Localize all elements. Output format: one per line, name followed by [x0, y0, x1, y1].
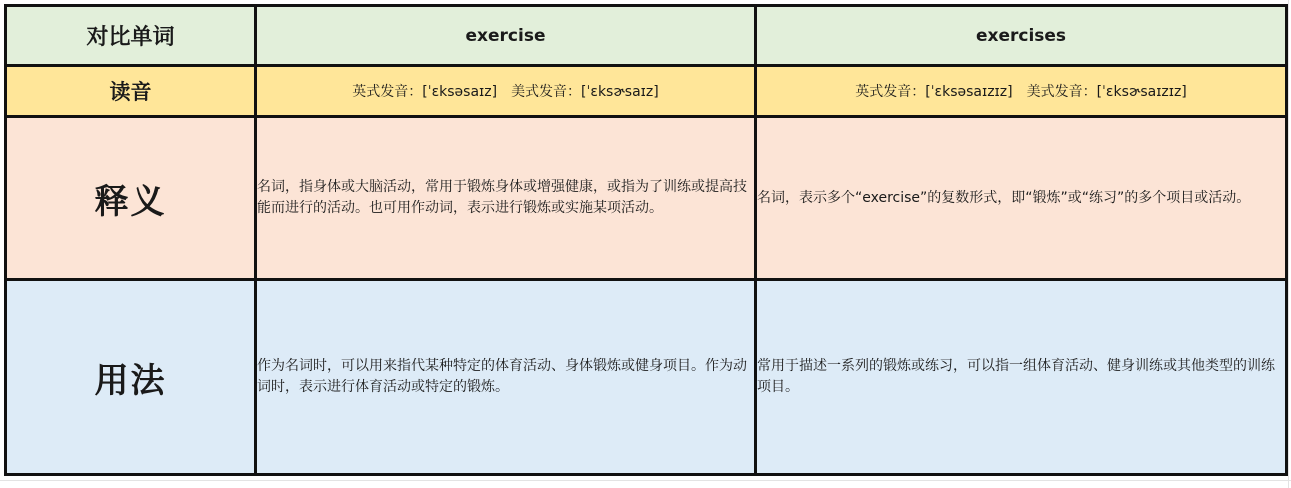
definition-label: 释义 [94, 181, 167, 222]
pronunciation-b-uk: 英式发音：[ˈɛksəsaɪzɪz] [855, 84, 1013, 100]
definition-b-text: 名词，表示多个“exercise”的复数形式，即“锻炼”或“练习”的多个项目或活动。 [757, 189, 1251, 206]
comparison-table [4, 4, 1288, 476]
usage-label-cell[interactable] [6, 280, 256, 475]
definition-b-cell[interactable] [756, 117, 1287, 280]
definition-a-cell[interactable] [256, 117, 756, 280]
pronunciation-a-cell[interactable] [256, 66, 756, 117]
header-row [6, 6, 1287, 66]
definition-label-cell[interactable] [6, 117, 256, 280]
gridline [1288, 0, 1289, 488]
pronunciation-label-cell[interactable] [6, 66, 256, 117]
usage-a-cell[interactable] [256, 280, 756, 475]
usage-label: 用法 [94, 360, 167, 401]
usage-b-cell[interactable] [756, 280, 1287, 475]
word-b-cell[interactable] [756, 6, 1287, 66]
header-label-cell[interactable] [6, 6, 256, 66]
header-label: 对比单词 [86, 25, 175, 50]
pronunciation-row [6, 66, 1287, 117]
pronunciation-label: 读音 [109, 80, 152, 104]
pronunciation-b-us: 美式发音：[ˈɛksɚsaɪzɪz] [1026, 84, 1187, 100]
usage-row [6, 280, 1287, 475]
definition-a-text: 名词，指身体或大脑活动，常用于锻炼身体或增强健康，或指为了训练或提高技能而进行的活动。也可用作动词，表示进行锻炼或实施某项活动。 [257, 179, 747, 216]
usage-a-text: 作为名词时，可以用来指代某种特定的体育活动、身体锻炼或健身项目。作为动词时，表示进行体育活动或特定的锻炼。 [257, 358, 747, 395]
word-a: exercise [465, 25, 546, 46]
usage-b-text: 常用于描述一系列的锻炼或练习，可以指一组体育活动、健身训练或其他类型的训练项目。 [757, 358, 1275, 395]
word-b: exercises [975, 25, 1067, 46]
gridline [0, 480, 1291, 481]
definition-row [6, 117, 1287, 280]
pronunciation-b-cell[interactable] [756, 66, 1287, 117]
pronunciation-a-uk: 英式发音：[ˈɛksəsaɪz] [352, 84, 498, 100]
word-a-cell[interactable] [256, 6, 756, 66]
pronunciation-a-us: 美式发音：[ˈɛksɚsaɪz] [511, 84, 659, 100]
